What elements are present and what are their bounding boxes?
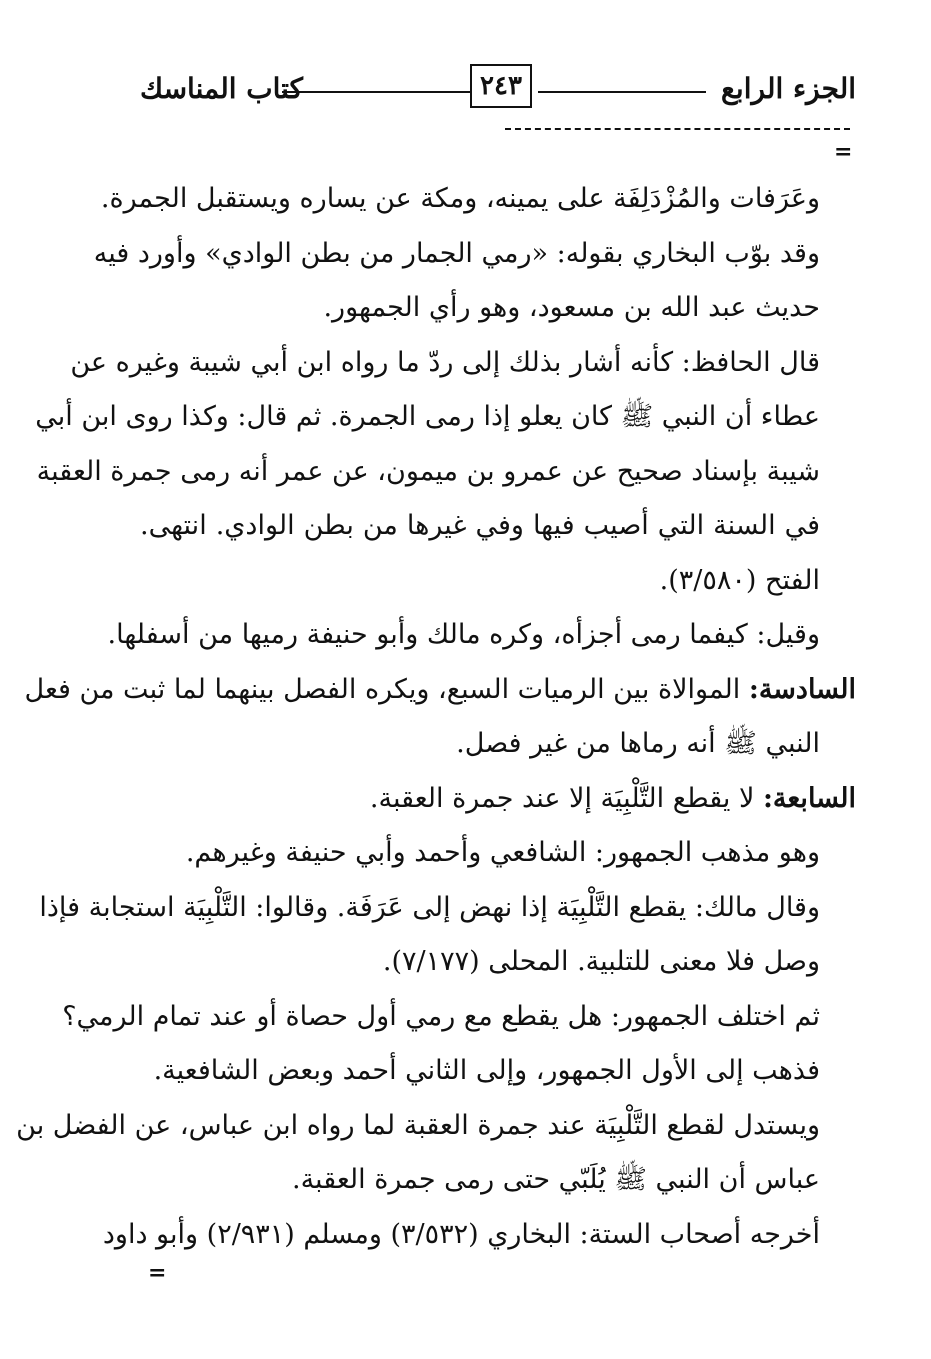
text-line: شيبة بإسناد صحيح عن عمرو بن ميمون، عن عمر أنه رمى جمرة العقبة [36,455,820,487]
book-title: كتاب المناسك [140,72,303,105]
text-line: وقيل: كيفما رمى أجزأه، وكره مالك وأبو حنيفة رميها من أسفلها. [107,619,820,650]
text-line: حديث عبد الله بن مسعود، وهو رأي الجمهور. [323,292,820,323]
part-title: الجزء الرابع [721,72,856,105]
text-line: في السنة التي أصيب فيها وفي غيرها من بطن الوادي. انتهى. [140,510,820,541]
section-lead: السادسة: [748,673,856,705]
running-header [140,64,856,120]
text-line: قال الحافظ: كأنه أشار بذلك إلى ردّ ما رواه ابن أبي شيبة وغيره عن [70,346,820,378]
header-rule-right [538,91,706,93]
text-line: وقال مالك: يقطع التَّلْبِيَة إذا نهض إلى عَرَفَة. وقالوا: التَّلْبِيَة استجابة فإذا [39,891,820,923]
text-line: ويستدل لقطع التَّلْبِيَة عند جمرة العقبة لما رواه ابن عباس، عن الفضل بن [16,1109,820,1141]
text-line: أخرجه أصحاب الستة: البخاري (٣/٥٣٢) ومسلم (٢/٩٣١) وأبو داود [102,1218,820,1250]
text-line: وعَرَفات والمُزْدَلِفَة على يمينه، ومكة عن يساره ويستقبل الجمرة. [100,183,820,214]
text-line: وقد بوّب البخاري بقوله: «رمي الجمار من بطن الوادي» وأورد فيه [93,237,820,269]
text-line: فذهب إلى الأول الجمهور، وإلى الثاني أحمد وبعض الشافعية. [153,1055,820,1086]
header-rule-left [282,91,470,93]
text-line: وهو مذهب الجمهور: الشافعي وأحمد وأبي حنيفة وغيرهم. [185,837,820,868]
footnote-separator [505,128,850,130]
continuation-mark-top: = [834,139,853,165]
text-line: عطاء أن النبي ﷺ كان يعلو إذا رمى الجمرة. ثم قال: وكذا روى ابن أبي [35,401,820,432]
section-lead: السابعة: [762,782,856,814]
text-line: النبي ﷺ أنه رماها من غير فصل. [456,728,820,759]
text-line: وصل فلا معنى للتلبية. المحلى (٧/١٧٧). [382,946,820,977]
text-line: السادسة: الموالاة بين الرميات السبع، ويكره الفصل بينهما لما ثبت من فعل [24,673,856,705]
text-line: الفتح (٣/٥٨٠). [659,564,820,596]
text-line: عباس أن النبي ﷺ يُلَبّي حتى رمى جمرة العقبة. [292,1164,820,1195]
continuation-mark-bottom: = [148,1260,167,1286]
text-line: السابعة: لا يقطع التَّلْبِيَة إلا عند جمرة العقبة. [369,782,856,814]
text-line: ثم اختلف الجمهور: هل يقطع مع رمي أول حصاة أو عند تمام الرمي؟ [62,1000,820,1032]
page-number: ٢٤٣ [470,64,532,108]
body-text [16,172,856,1262]
